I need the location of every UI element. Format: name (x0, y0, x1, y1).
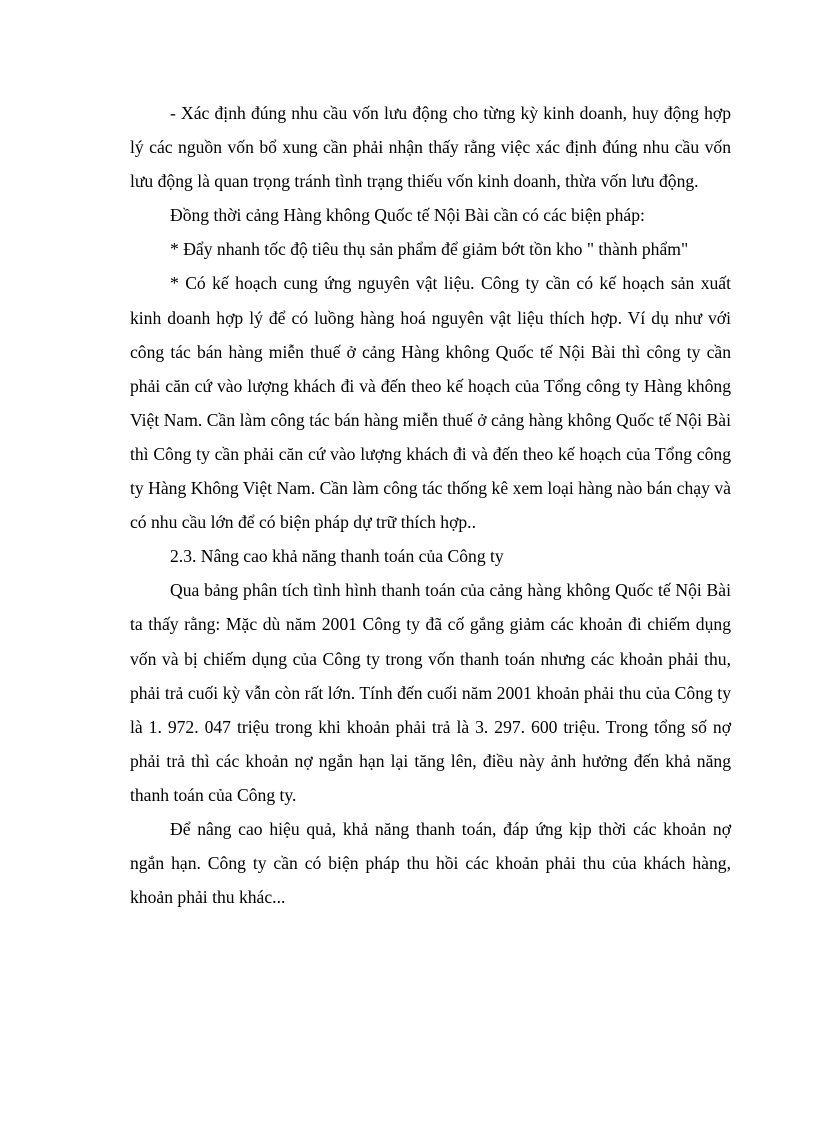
paragraph-payment-analysis: Qua bảng phân tích tình hình thanh toán của cảng hàng không Quốc tế Nội Bài ta thấy rằng: Mặc dù năm 2001 Công ty đã cố gắng giảm các khoản đi chiếm dụng vốn và bị chiếm dụng của Công ty trong vốn thanh toán nhưng các khoản phải thu, phải trả cuối kỳ vẫn còn rất lớn. Tính đến cuối năm 2001 khoản phải thu của Công ty là 1. 972. 047 triệu trong khi khoản phải trả là 3. 297. 600 triệu. Trong tổng số nợ phải trả thì các khoản nợ ngắn hạn lại tăng lên, điều này ảnh hưởng đến khả năng thanh toán của Công ty. (130, 580, 731, 805)
paragraph-working-capital: - Xác định đúng nhu cầu vốn lưu động cho từng kỳ kinh doanh, huy động hợp lý các nguồn vốn bổ xung cần phải nhận thấy rằng việc xác định đúng nhu cầu vốn lưu động là quan trọng tránh tình trạng thiếu vốn kinh doanh, thừa vốn lưu động. (130, 103, 731, 192)
paragraph-inventory: * Đẩy nhanh tốc độ tiêu thụ sản phẩm để giảm bớt tồn kho " thành phẩm" (170, 239, 689, 260)
paragraph-improvement: Để nâng cao hiệu quả, khả năng thanh toán, đáp ứng kịp thời các khoản nợ ngắn hạn. Công ty cần có biện pháp thu hồi các khoản phải thu của khách hàng, khoản phải thu khác... (130, 818, 731, 908)
paragraph-material-supply: * Có kế hoạch cung ứng nguyên vật liệu. Công ty cần có kế hoạch sản xuất kinh doanh hợp lý để có luồng hàng hoá nguyên vật liệu thích hợp. Ví dụ như với công tác bán hàng miễn thuế ở cảng Hàng không Quốc tế Nội Bài thì công ty cần phải căn cứ vào lượng khách đi và đến theo kế hoạch của Tổng công ty Hàng không Việt Nam. Cần làm công tác bán hàng miễn thuế ở cảng hàng không Quốc tế Nội Bài thì Công ty cần phải căn cứ vào lượng khách đi và đến theo kế hoạch của Tổng công ty Hàng Không Việt Nam. Cần làm công tác thống kê xem loại hàng nào bán chạy và có nhu cầu lớn để có biện pháp dự trữ thích hợp.. (130, 273, 731, 533)
body-text (130, 96, 731, 914)
paragraph-measures-intro: Đồng thời cảng Hàng không Quốc tế Nội Bài cần có các biện pháp: (170, 205, 645, 226)
section-heading: 2.3. Nâng cao khả năng thanh toán của Công ty (170, 546, 504, 567)
